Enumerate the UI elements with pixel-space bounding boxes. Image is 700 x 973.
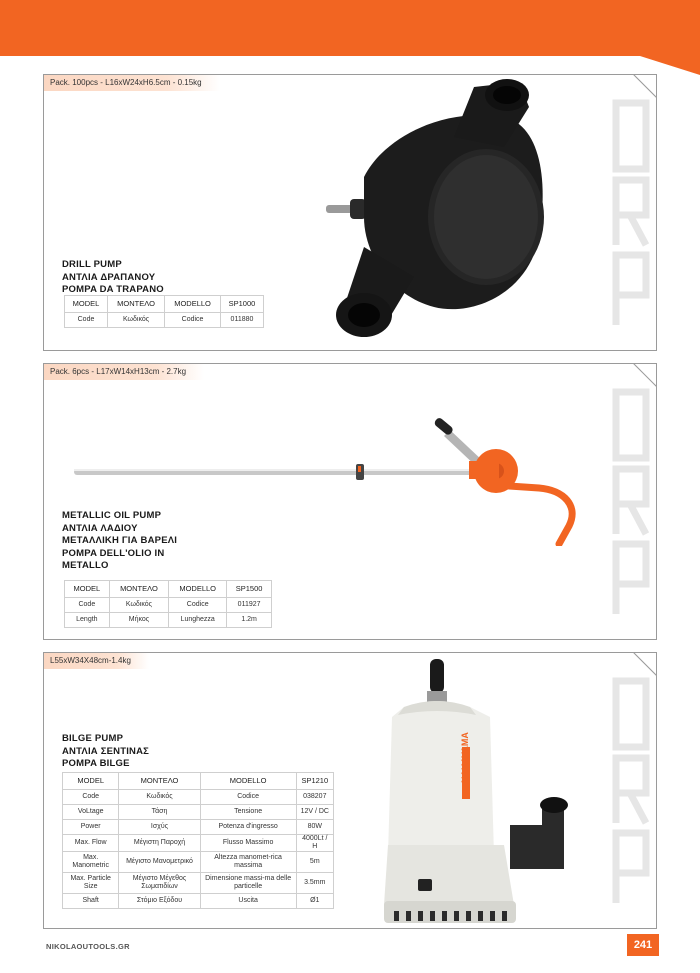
table-row xyxy=(65,613,272,628)
cell: 038207 xyxy=(296,790,333,805)
cell: Κωδικός xyxy=(119,790,200,805)
pro-watermark xyxy=(608,384,654,624)
table-row xyxy=(63,852,334,873)
footer-website[interactable]: NIKOLAOUTOOLS.GR xyxy=(46,942,130,951)
cell: Κωδικός xyxy=(107,313,164,328)
cell: Ισχύς xyxy=(119,820,200,835)
cell: Max. Flow xyxy=(63,835,119,852)
table-header-row xyxy=(65,581,272,598)
cell: Flusso Massimo xyxy=(200,835,296,852)
pack-info: Pack. 100pcs - L16xW24xH6.5cm - 0.15kg xyxy=(44,75,220,91)
title-line: ΑΝΤΛΙΑ ΔΡΑΠΑΝΟΥ xyxy=(62,271,156,283)
table-header-row xyxy=(65,296,264,313)
cell: Potenza d'ingresso xyxy=(200,820,296,835)
pack-info: Pack. 6pcs - L17xW14xH13cm - 2.7kg xyxy=(44,364,204,380)
title-line: POMPA DA TRAPANO xyxy=(62,284,164,295)
cell: 5m xyxy=(296,852,333,873)
cell: 011927 xyxy=(227,598,272,613)
title-line: DRILL PUMP xyxy=(62,259,122,270)
title-line: METALLIC OIL PUMP xyxy=(62,510,162,521)
cell: VoLtage xyxy=(63,805,119,820)
spec-table xyxy=(62,772,334,909)
cell: Power xyxy=(63,820,119,835)
col-montelo: ΜΟΝΤΕΛΟ xyxy=(119,773,200,790)
pro-watermark xyxy=(608,673,654,913)
brand-label: NAKAYAMA xyxy=(460,732,470,783)
col-model: MODEL xyxy=(65,296,108,313)
cell: Στόμιο Εξόδου xyxy=(119,894,200,909)
cell: Shaft xyxy=(63,894,119,909)
header-band xyxy=(0,0,700,56)
col-sku: SP1210 xyxy=(296,773,333,790)
product-title xyxy=(62,733,149,771)
title-line: ΜΕΤΑΛΛΙΚΗ ΓΙΑ ΒΑΡΕΛΙ xyxy=(62,535,178,546)
table-header-row xyxy=(63,773,334,790)
table-row xyxy=(63,835,334,852)
cell: Max. Particle Size xyxy=(63,873,119,894)
title-line: POMPA DELL'OLIO IN xyxy=(62,547,165,559)
product-panel-bilge-pump xyxy=(43,652,657,929)
col-modello: MODELLO xyxy=(165,296,221,313)
cell: Codice xyxy=(169,598,227,613)
title-line: BILGE PUMP xyxy=(62,733,124,744)
cell: Codice xyxy=(200,790,296,805)
product-title xyxy=(62,510,177,573)
bilge-pump-image xyxy=(384,655,589,927)
spec-table xyxy=(64,580,272,628)
col-modello: MODELLO xyxy=(200,773,296,790)
col-montelo: ΜΟΝΤΕΛΟ xyxy=(107,296,164,313)
cell: Code xyxy=(65,313,108,328)
cell: Tensione xyxy=(200,805,296,820)
product-panel-drill-pump xyxy=(43,74,657,351)
cell: Dimensione massi-ma delle particelle xyxy=(200,873,296,894)
cell: Ø1 xyxy=(296,894,333,909)
cell: Code xyxy=(65,598,110,613)
cell: Uscita xyxy=(200,894,296,909)
spec-table xyxy=(64,295,264,328)
cell: Κωδικός xyxy=(109,598,168,613)
pack-info: L55xW34X48cm-1.4kg xyxy=(44,653,149,669)
product-panel-oil-pump xyxy=(43,363,657,640)
table-row xyxy=(63,790,334,805)
cell: 80W xyxy=(296,820,333,835)
title-line: ΑΝΤΛΙΑ ΣΕΝΤΙΝΑΣ xyxy=(62,745,150,757)
cell: 4000Lt / H xyxy=(296,835,333,852)
title-line: ΑΝΤΛΙΑ ΛΑΔΙΟΥ xyxy=(62,522,138,534)
cell: 3.5mm xyxy=(296,873,333,894)
cell: Codice xyxy=(165,313,221,328)
col-sku: SP1500 xyxy=(227,581,272,598)
cell: 011880 xyxy=(220,313,263,328)
cell: Μέγιστο Μανομετρικό xyxy=(119,852,200,873)
col-montelo: ΜΟΝΤΕΛΟ xyxy=(109,581,168,598)
cell: 12V / DC xyxy=(296,805,333,820)
cell: Μήκος xyxy=(109,613,168,628)
cell: Length xyxy=(65,613,110,628)
table-row xyxy=(63,820,334,835)
title-line: POMPA BILGE xyxy=(62,758,130,769)
cell: Code xyxy=(63,790,119,805)
table-row xyxy=(65,313,264,328)
title-line: METALLO xyxy=(62,560,109,571)
col-modello: MODELLO xyxy=(169,581,227,598)
cell: Lunghezza xyxy=(169,613,227,628)
pro-watermark xyxy=(608,95,654,335)
col-sku: SP1000 xyxy=(220,296,263,313)
col-model: MODEL xyxy=(63,773,119,790)
drill-pump-image xyxy=(324,77,554,347)
cell: Altezza manomet-rica massima xyxy=(200,852,296,873)
table-row xyxy=(63,894,334,909)
table-row xyxy=(63,805,334,820)
table-row xyxy=(63,873,334,894)
cell: Τάση xyxy=(119,805,200,820)
col-model: MODEL xyxy=(65,581,110,598)
cell: Μέγιστη Παροχή xyxy=(119,835,200,852)
cell: 1.2m xyxy=(227,613,272,628)
table-row xyxy=(65,598,272,613)
page-number: 241 xyxy=(627,934,659,956)
cell: Μέγιστο Μέγεθος Σωματιδίων xyxy=(119,873,200,894)
cell: Max. Manometric xyxy=(63,852,119,873)
product-title xyxy=(62,259,164,297)
